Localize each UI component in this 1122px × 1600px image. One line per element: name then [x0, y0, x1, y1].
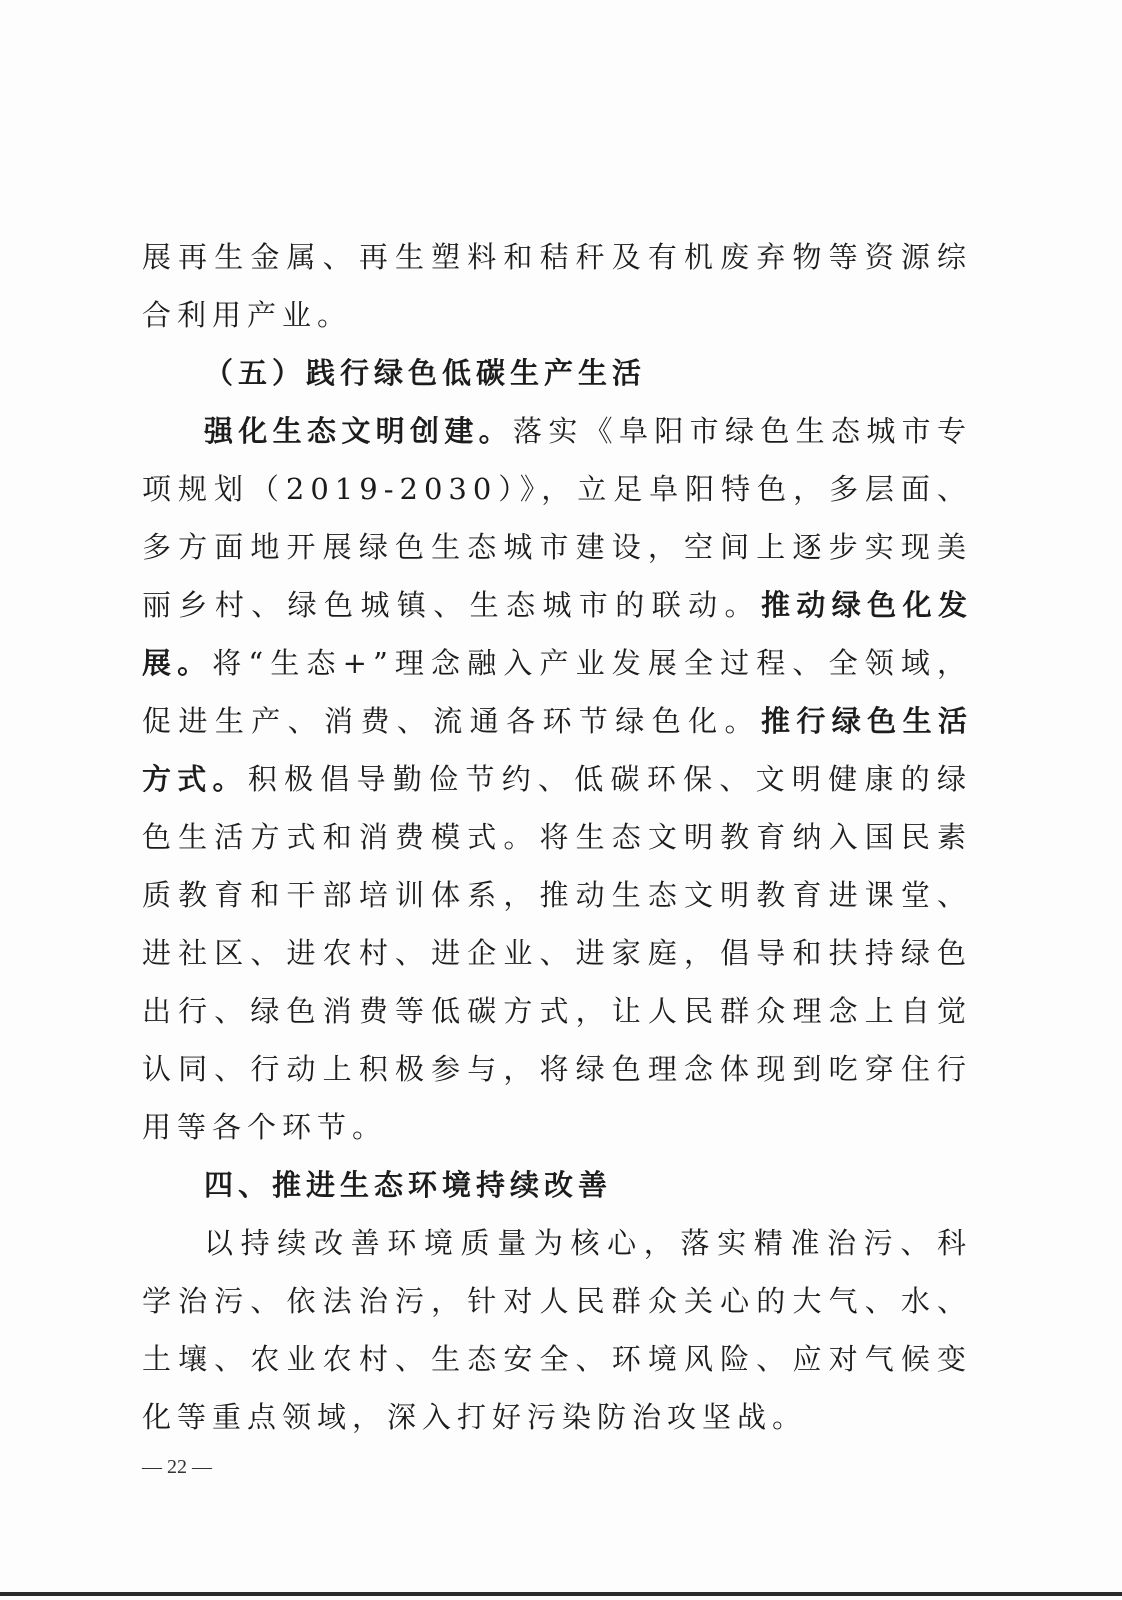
paragraph-continuation: 展再生金属、再生塑料和秸秆及有机废弃物等资源综合利用产业。: [142, 240, 972, 332]
paragraph-text: 落实《阜阳市绿色生态城市专项规划（2019-2030）》，立足阜阳特色，多层面、多方面地开展绿色生态城市建设，空间上逐步实现美丽乡村、绿色城镇、生态城市的联动。: [142, 414, 972, 622]
section-heading: （五）践行绿色低碳生产生活: [204, 356, 647, 390]
page-number: — 22 —: [142, 1456, 212, 1478]
key-phrase-green-development: 推动绿色化发展。: [142, 588, 972, 680]
paragraph-environment: 以持续改善环境质量为核心，落实精准治污、科学治污、依法治污，针对人民群众关心的大气、水、土壤、农业农村、生态安全、环境风险、应对气候变化等重点领域，深入打好污染防治攻坚战。: [142, 1226, 972, 1434]
paragraph-text: 积极倡导勤俭节约、低碳环保、文明健康的绿色生活方式和消费模式。将生态文明教育纳入国民素质教育和干部培训体系，推动生态文明教育进课堂、进社区、进农村、进企业、进家庭，倡导和扶持绿色出行、绿色消费等低碳方式，让人民群众理念上自觉认同、行动上积极参与，将绿色理念体现到吃穿住行用等各个环节。: [142, 762, 972, 1144]
key-phrase-ecological-civilization: 强化生态文明创建。: [204, 414, 513, 448]
paragraph-text: 将“生态+”理念融入产业发展全过程、全领域，促进生产、消费、流通各环节绿色化。: [142, 646, 972, 738]
paragraph-green-lifestyle: [142, 402, 972, 1156]
document-body: [142, 228, 972, 1446]
chapter-heading: 四、推进生态环境持续改善: [204, 1168, 613, 1202]
scan-edge-divider: [0, 1592, 1122, 1596]
key-phrase-green-lifestyle: 推行绿色生活方式。: [142, 704, 972, 796]
